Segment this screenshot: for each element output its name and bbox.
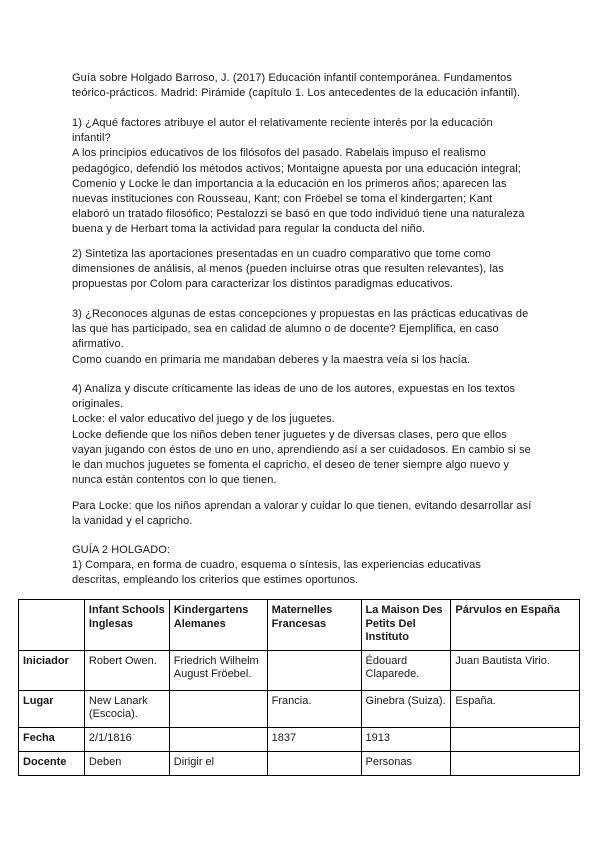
table-cell: Personas: [361, 751, 451, 775]
guia2-title: GUÍA 2 HOLGADO:: [72, 544, 171, 556]
row-label: Iniciador: [19, 650, 85, 690]
table-cell: 2/1/1816: [84, 727, 169, 751]
table-cell: [169, 727, 267, 751]
row-label: Fecha: [19, 727, 85, 751]
table-cell: Édouard Claparede.: [361, 650, 451, 690]
answer-1-text: A los principios educativos de los filósofos del pasado. Rabelais impuso el realismo pedagógico, defendió los métodos activos; Montaigne apuesta por una educación integral; Comenio y Locke le dan importancia a la educación en los primeros años; aparecen las nuevas instituciones con Rousseau, Kant; con Fröebel se toma el kindergarten; Kant elaboró un tratado filosófico; Pestalozzi se basó en que todo individuó tiene una naturaleza buena y de Herbart toma la actividad para regular la conducta del niño.: [72, 147, 525, 236]
question-2-text: 2) Sintetiza las aportaciones presentadas en un cuadro comparativo que tome como dimensiones de análisis, al menos (pueden incluirse otras que resulten relevantes), las propuestas por Colom para caracterizar los distintos paradigmas educativos.: [72, 248, 504, 291]
question-4-section: [72, 382, 532, 488]
table-row: [19, 751, 580, 775]
table-header-cell: Maternelles Francesas: [267, 600, 361, 651]
table-row: [19, 690, 580, 727]
question-3-text: 3) ¿Reconoces algunas de estas concepciones y propuestas en las prácticas educativas de las que has participado, sea en calidad de alumno o de docente? Ejemplifica, en caso afirmativo.: [72, 308, 529, 351]
table-header-cell: Párvulos en España: [451, 600, 580, 651]
table-cell: Robert Owen.: [84, 650, 169, 690]
table-cell: Dirigir el: [169, 751, 267, 775]
table-header-cell: Kindergartens Alemanes: [169, 600, 267, 651]
table-header-cell: Infant Schools Inglesas: [84, 600, 169, 651]
table-cell: [267, 751, 361, 775]
table-cell: Friedrich Wilhelm August Fröebel.: [169, 650, 267, 690]
table-cell: New Lanark (Escocia).: [84, 690, 169, 727]
row-label: Docente: [19, 751, 85, 775]
comparison-table: [18, 599, 580, 776]
table-cell: [169, 690, 267, 727]
table-cell: Deben: [84, 751, 169, 775]
table-header-cell: La Maison Des Petits Del Instituto: [361, 600, 451, 651]
table-cell: España.: [451, 690, 580, 727]
table-cell: [451, 751, 580, 775]
locke-conclusion-text: Para Locke: que los niños aprendan a valorar y cuidar lo que tienen, evitando desarrollar así la vanidad y el capricho.: [72, 500, 532, 528]
locke-conclusion-section: [72, 499, 532, 529]
table-cell: 1913: [361, 727, 451, 751]
guia2-question-text: 1) Compara, en forma de cuadro, esquema o síntesis, las experiencias educativas descritas, empleando los criterios que estimes oportunos.: [72, 559, 481, 587]
table-row: [19, 727, 580, 751]
answer-4-text: Locke defiende que los niños deben tener juguetes y de diversas clases, pero que ellos vayan jugando con éstos de uno en uno, aprendiendo así a ser cuidadosos. En cambio si se le dan muchos juguetes se fomenta el capricho, el deseo de tener siempre algo nuevo y nunca están contentos con lo que tienen.: [72, 428, 531, 487]
question-4-text: 4) Analiza y discute críticamente las ideas de uno de los autores, expuestas en los textos originales.: [72, 383, 516, 411]
table-cell: Ginebra (Suiza).: [361, 690, 451, 727]
answer-3-text: Como cuando en primaria me mandaban deberes y la maestra veía si los hacía.: [72, 353, 471, 366]
question-1-text: 1) ¿Aqué factores atribuye el autor el relativamente reciente interés por la educación infantil?: [72, 117, 493, 145]
row-label: Lugar: [19, 690, 85, 727]
reference-text: Guía sobre Holgado Barroso, J. (2017) Educación infantil contemporánea. Fundamentos teórico-prácticos. Madrid: Pirámide (capítulo 1. Los antecedentes de la educación infantil).: [72, 72, 521, 100]
table-cell: [451, 727, 580, 751]
table-header-cell: [19, 600, 85, 651]
guia2-section: [72, 543, 532, 589]
table-cell: Francia.: [267, 690, 361, 727]
table-cell: Juan Bautista Virio.: [451, 650, 580, 690]
question-4-subtitle: Locke: el valor educativo del juego y de los juguetes.: [72, 413, 335, 426]
reference-paragraph: [72, 71, 532, 101]
question-1-section: [72, 116, 532, 238]
table-cell: [267, 650, 361, 690]
question-3-section: [72, 307, 532, 368]
table-row: [19, 650, 580, 690]
question-2-section: [72, 247, 532, 293]
table-header-row: [19, 600, 580, 651]
table-cell: 1837: [267, 727, 361, 751]
